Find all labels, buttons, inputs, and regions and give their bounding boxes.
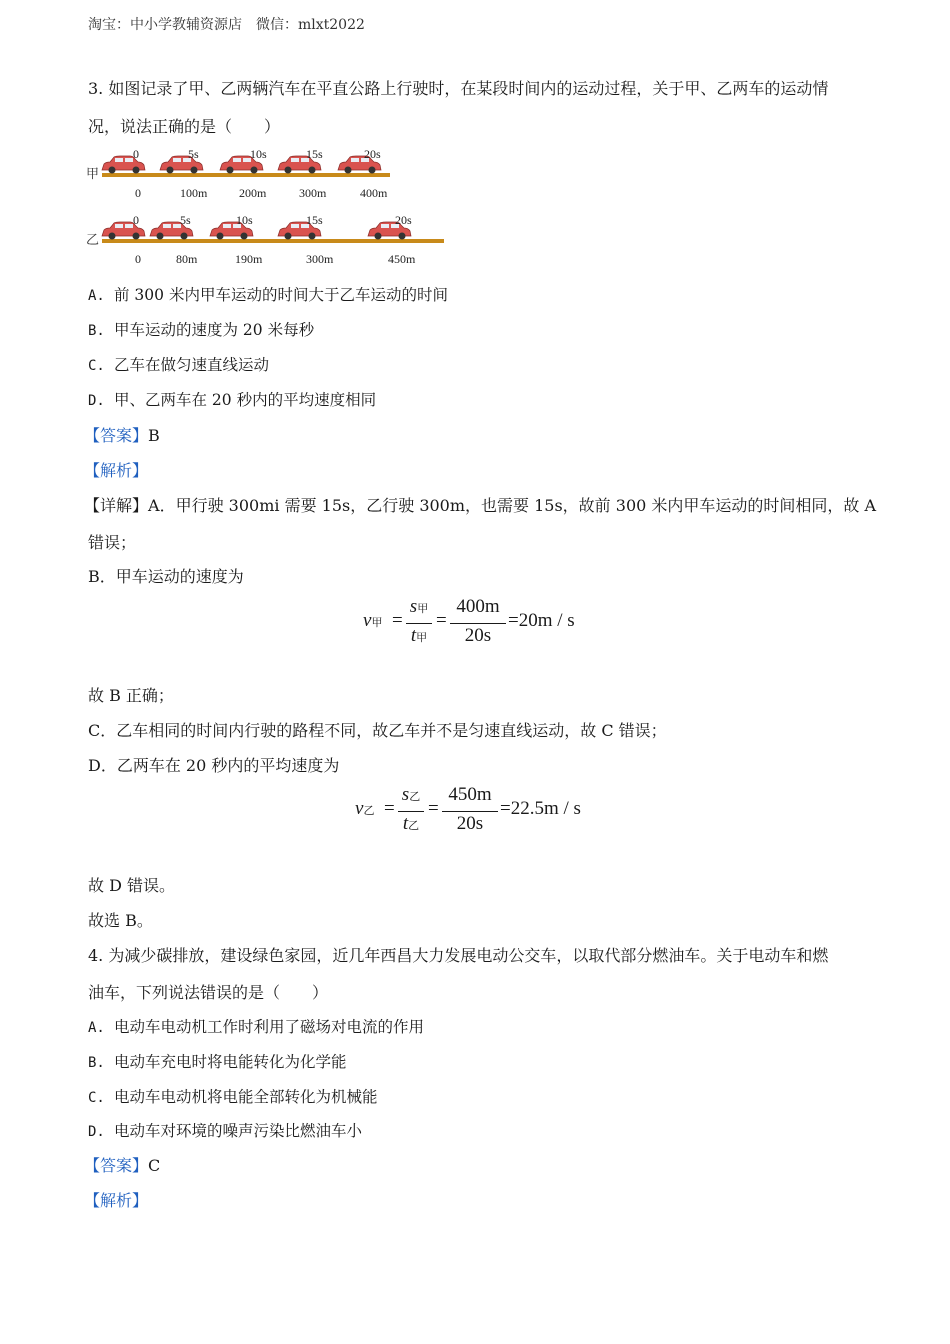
yi-dist-190m: 190m [235,252,263,266]
q3-detail-c: C．乙车相同的时间内行驶的路程不同，故乙车并不是匀速直线运动，故 C 错误； [88,721,667,740]
q3-stem-line2: 况，说法正确的是（ ） [88,117,281,136]
q3-detail-d: D．乙两车在 20 秒内的平均速度为 [88,756,340,775]
jia-dist-100m: 100m [180,186,208,200]
yi-dist-450m: 450m [388,252,416,266]
row-label-jia: 甲 [86,167,100,182]
q3-option-d: D. 甲、乙两车在 20 秒内的平均速度相同 [88,391,377,409]
q3-b-conclusion: 故 B 正确； [88,686,174,705]
q4-option-a: A. 电动车电动机工作时利用了磁场对电流的作用 [88,1018,425,1036]
q4-stem-line1: 4. 为减少碳排放，建设绿色家园，近几年西昌大力发展电动公交车，以取代部分燃油车。关于电动车和燃 [88,946,829,965]
q4-option-c: C. 电动车电动机将电能全部转化为机械能 [88,1088,378,1106]
q3-final: 故选 B。 [88,911,153,930]
q4-analysis-tag: 【解析】 [84,1191,149,1210]
jia-dist-300m: 300m [299,186,327,200]
equation-v-yi: v乙 = s乙 t乙 = 450m 20s =22.5m / s [355,784,581,834]
jia-dist-0: 0 [135,186,141,200]
q3-option-c: C. 乙车在做匀速直线运动 [88,356,270,374]
q3-stem-line1: 3. 如图记录了甲、乙两辆汽车在平直公路上行驶时，在某段时间内的运动过程，关于甲、乙两车的运动情 [88,79,829,98]
jia-time-20s: 20s [364,147,381,161]
q4-answer: 【答案】C [84,1156,161,1175]
road-yi [102,239,444,243]
road-jia [102,173,390,177]
q4-stem-line2: 油车，下列说法错误的是（ ） [88,983,329,1002]
jia-time-5s: 5s [188,147,199,161]
jia-dist-400m: 400m [360,186,388,200]
jia-time-0: 0 [133,147,139,161]
q3-d-conclusion: 故 D 错误。 [88,876,176,895]
yi-time-5s: 5s [180,213,191,227]
yi-time-10s: 10s [236,213,253,227]
q3-motion-figure [80,140,460,270]
jia-time-10s: 10s [250,147,267,161]
q3-detail-a-line1: 【详解】A．甲行驶 300mi 需要 15s，乙行驶 300m，也需要 15s，故前 300 米内甲车运动的时间相同，故 A [84,496,877,515]
q3-option-b: B. 甲车运动的速度为 20 米每秒 [88,321,315,339]
q3-option-a: A. 前 300 米内甲车运动的时间大于乙车运动的时间 [88,286,448,304]
q3-analysis-tag: 【解析】 [84,461,149,480]
yi-time-0: 0 [133,213,139,227]
yi-time-15s: 15s [306,213,323,227]
row-label-yi: 乙 [86,233,100,248]
q3-answer: 【答案】B [84,426,160,445]
yi-dist-0: 0 [135,252,141,266]
equation-v-jia: v甲 = s甲 t甲 = 400m 20s =20m / s [363,596,575,646]
q3-detail-b: B．甲车运动的速度为 [88,567,244,586]
yi-dist-300m: 300m [306,252,334,266]
jia-dist-200m: 200m [239,186,267,200]
q4-option-d: D. 电动车对环境的噪声污染比燃油车小 [88,1122,363,1140]
yi-dist-80m: 80m [176,252,198,266]
yi-time-20s: 20s [395,213,412,227]
page-header: 淘宝：中小学教辅资源店 微信：mlxt2022 [88,17,365,33]
jia-time-15s: 15s [306,147,323,161]
q4-option-b: B. 电动车充电时将电能转化为化学能 [88,1053,347,1071]
q3-detail-a-line2: 错误； [88,533,137,552]
